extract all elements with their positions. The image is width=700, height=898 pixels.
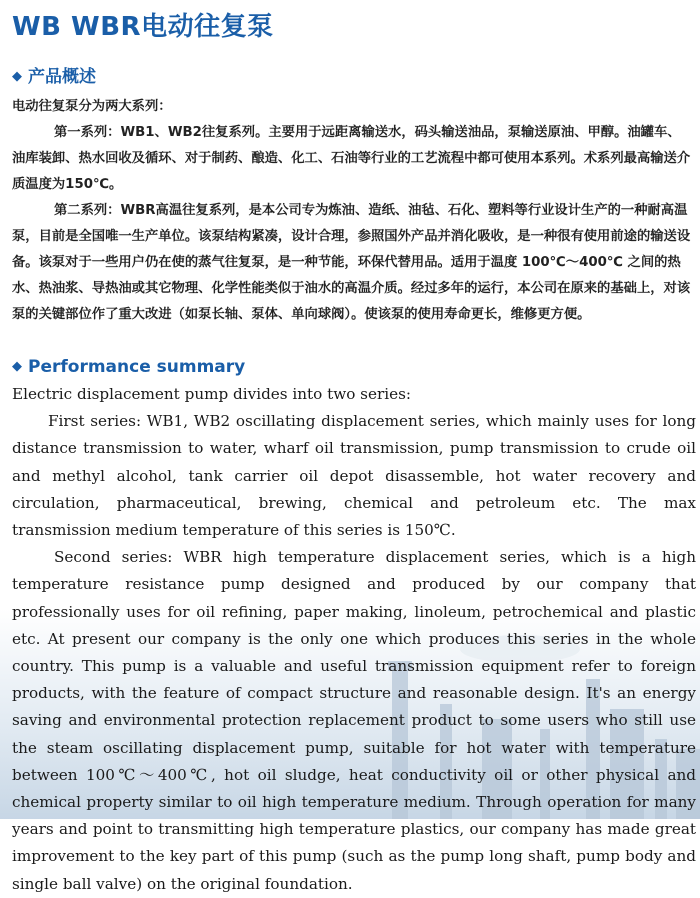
cn-series-1: 第一系列：WB1、WB2往复系列。主要用于远距离输送水，码头输送油品，泵输送原油、甲醇。油罐车、油库装卸、热水回收及循环、对于制药、酿造、化工、石油等行业的工艺流程中都可使用本系列。术系列最高输送介质温度为150℃。 — [12, 125, 691, 192]
section-heading-en — [12, 357, 245, 377]
english-description — [12, 381, 696, 898]
section-heading-en-label: Performance summary — [28, 357, 246, 377]
cn-intro: 电动往复泵分为两大系列： — [12, 99, 172, 114]
en-series-2: Second series: WBR high temperature displacement series, which is a high temperature resistance pump designed and produced by our company that professionally uses for oil refining, paper making, linoleum, petrochemical and plastic etc. At present our company is the only one which produces this series in the whole country. This pump is a valuable and useful transmission equipment refer to foreign products, with the feature of compact structure and reasonable design. It's an energy saving and environmental protection replacement product to some users who still use the steam oscillating displacement pump, suitable for hot water with temperature between 100℃～400℃, hot oil sludge, heat conductivity oil or other physical and chemical property similar to oil high temperature medium. Through operation for many years and point to transmitting high temperature plastics, our company has made great improvement to the key part of this pump (such as the pump long shaft, pump body and single ball valve) on the original foundation. — [12, 548, 696, 893]
section-heading-cn-label: 产品概述 — [28, 67, 96, 87]
en-series-1: First series: WB1, WB2 oscillating displacement series, which mainly uses for long distance transmission to water, wharf oil transmission, pump transmission to crude oil and methyl alcohol, tank carrier oil depot disassemble, hot water recovery and circulation, pharmaceutical, brewing, chemical and petroleum etc. The max transmission medium temperature of this series is 150℃. — [12, 412, 696, 540]
cn-series-2: 第二系列：WBR高温往复系列，是本公司专为炼油、造纸、油毡、石化、塑料等行业设计生产的一种耐高温泵，目前是全国唯一生产单位。该泵结构紧凑，设计合理，参照国外产品并消化吸收，是一种很有使用前途的输送设备。该泵对于一些用户仍在使的蒸气往复泵，是一种节能，环保代替用品。适用于温度 100℃～400℃ 之间的热水、热油浆、导热油或其它物理、化学性能类似于油水的高温介质。经过多年的运行，本公司在原来的基础上，对该泵的关键部位作了重大改进（如泵长轴、泵体、单向球阀）。使该泵的使用寿命更长，维修更方便。 — [12, 203, 691, 322]
chinese-description — [12, 94, 692, 328]
diamond-bullet-icon: ◆ — [12, 69, 22, 84]
section-heading-cn — [12, 62, 96, 87]
diamond-bullet-icon: ◆ — [12, 359, 22, 374]
page-title: WB WBR电动往复泵 — [12, 12, 274, 42]
en-intro: Electric displacement pump divides into two series: — [12, 385, 411, 403]
